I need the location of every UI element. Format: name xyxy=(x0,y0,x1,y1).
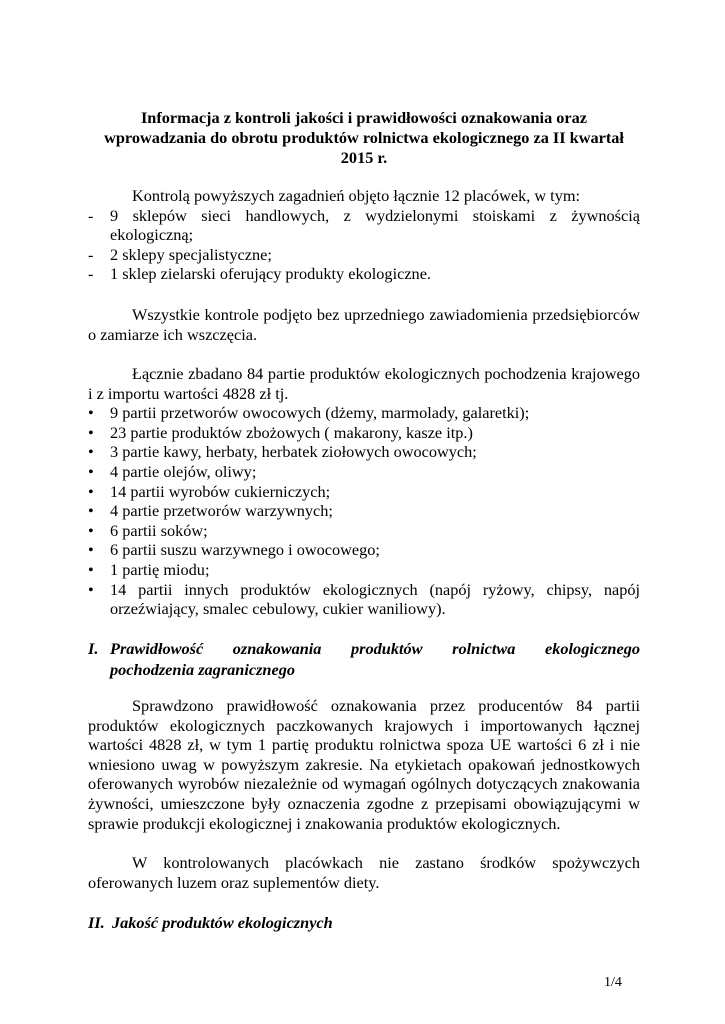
list-item: • 6 partii suszu warzywnego i owocowego; xyxy=(88,540,380,560)
page-number: 1/4 xyxy=(604,975,622,990)
outlet-list xyxy=(88,206,640,284)
section-1-title-line-2: pochodzenia zagranicznego xyxy=(110,660,295,679)
intro-section xyxy=(88,186,640,284)
section-1-paragraph-1: Sprawdzono prawidłowość oznakowania przez producentów 84 partii produktów ekologicznych paczkowanych krajowych i importowanych łącznej wartości 4828 zł, w tym 1 partię produktu rolnictwa spoza UE wartości 6 zł i nie wniesiono uwag w powyższym zakresie. Na etykietach opakowań jednostkowych oferowanych wyrobów niezależnie od wymagań ogólnych dotyczących znakowania żywności, umieszczone były oznaczenia zgodne z przepisami obowiązującymi w sprawie produkcji ekologicznej i znakowania produktów ekologicznych. xyxy=(88,696,640,833)
list-item: - 9 sklepów sieci handlowych, z wydzielonymi stoiskami z żywnością ekologiczną; xyxy=(88,205,640,245)
title-line-2: wprowadzania do obrotu produktów rolnictwa ekologicznego za II kwartał xyxy=(104,128,624,147)
list-item: • 23 partie produktów zbożowych ( makarony, kasze itp.) xyxy=(88,422,473,442)
batches-paragraph: Łącznie zbadano 84 partie produktów ekologicznych pochodzenia krajowego i z importu wartości 4828 zł tj. xyxy=(88,364,640,403)
title-line-3: 2015 r. xyxy=(340,148,388,167)
section-2-number: II. xyxy=(88,913,105,932)
intro-paragraph: Kontrolą powyższych zagadnień objęto łącznie 12 placówek, w tym: xyxy=(132,186,581,205)
unannounced-paragraph: Wszystkie kontrole podjęto bez uprzedniego zawiadomienia przedsiębiorców o zamiarze ich wszczęcia. xyxy=(88,305,640,344)
section-2-title: Jakość produktów ekologicznych xyxy=(112,913,333,932)
document-title xyxy=(88,108,640,168)
list-item: • 4 partie przetworów warzywnych; xyxy=(88,501,333,521)
list-item: - 2 sklepy specjalistyczne; xyxy=(88,244,272,264)
section-1-title-line-1: Prawidłowość oznakowania produktów rolnictwa ekologicznego xyxy=(110,639,640,658)
section-2-heading xyxy=(88,912,640,933)
title-line-1: Informacja z kontroli jakości i prawidłowości oznakowania oraz xyxy=(140,108,588,127)
list-item: • 9 partii przetworów owocowych (dżemy, marmolady, galaretki); xyxy=(88,403,530,423)
batches-list xyxy=(88,403,640,619)
list-item: • 14 partii wyrobów cukierniczych; xyxy=(88,481,331,501)
list-item: • 6 partii soków; xyxy=(88,520,208,540)
list-item: • 3 partie kawy, herbaty, herbatek ziołowych owocowych; xyxy=(88,442,477,462)
section-1-heading xyxy=(88,638,640,680)
list-item: • 4 partie olejów, oliwy; xyxy=(88,461,257,481)
list-item: - 1 sklep zielarski oferujący produkty ekologiczne. xyxy=(88,264,431,284)
section-1-paragraph-2: W kontrolowanych placówkach nie zastano środków spożywczych oferowanych luzem oraz suplementów diety. xyxy=(88,853,640,892)
section-1-number: I. xyxy=(88,639,99,658)
list-item: • 1 partię miodu; xyxy=(88,559,210,579)
batches-section xyxy=(88,364,640,619)
list-item: • 14 partii innych produktów ekologicznych (napój ryżowy, chipsy, napój orzeźwiający, smalec cebulowy, cukier waniliowy). xyxy=(88,579,640,619)
